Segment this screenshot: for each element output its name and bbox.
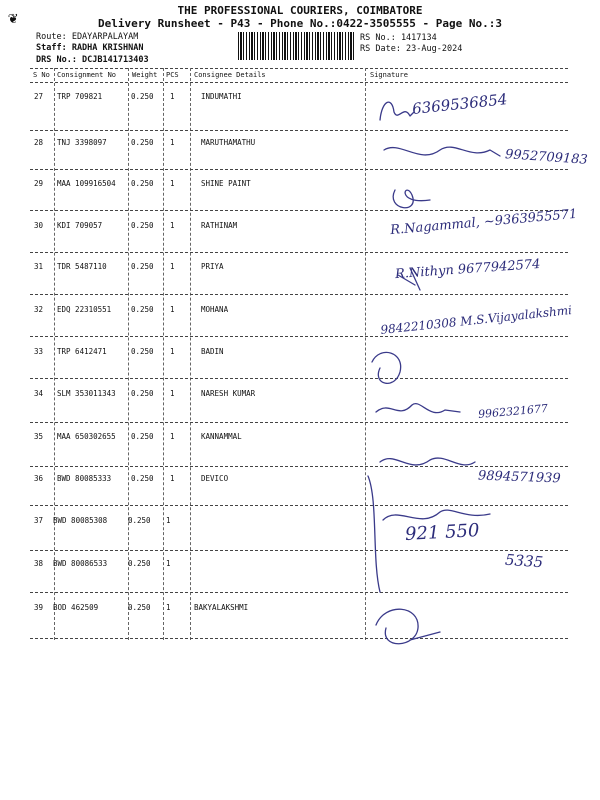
row-consignee: BADIN xyxy=(201,347,224,356)
row-sno: 39 xyxy=(34,603,44,612)
corner-mark-icon: ❦ xyxy=(8,8,18,27)
row-pcs: 1 xyxy=(170,305,175,314)
rs-number: RS No.: 1417134 xyxy=(360,33,437,43)
col-header-weight: Weight xyxy=(132,71,158,79)
company-title: THE PROFESSIONAL COURIERS, COIMBATORE xyxy=(177,4,423,17)
row-consignment: MAA 109916504 xyxy=(57,179,116,188)
row-consignee: NARESH KUMAR xyxy=(201,389,256,398)
row-sno: 37 xyxy=(34,516,44,525)
row-sno: 32 xyxy=(34,305,44,314)
signature-scribble xyxy=(384,147,500,156)
signature-scribble xyxy=(376,404,460,413)
col-header-pcs: PCS xyxy=(166,71,179,79)
row-consignment: BOD 462509 xyxy=(53,603,99,612)
rs-date: RS Date: 23-Aug-2024 xyxy=(360,44,463,54)
signature-text: 9894571939 xyxy=(477,468,561,487)
row-pcs: 1 xyxy=(170,432,175,441)
row-weight: 0.250 xyxy=(131,305,154,314)
col-header-sno: S No xyxy=(33,71,50,79)
row-consignee: INDUMATHI xyxy=(201,92,242,101)
col-header-consignment: Consignment No xyxy=(57,71,117,79)
row-consignment: SLM 353011343 xyxy=(57,389,116,398)
row-consignee: SHINE PAINT xyxy=(201,179,251,188)
row-pcs: 1 xyxy=(166,559,171,568)
row-consignment: TRP 6412471 xyxy=(57,347,107,356)
row-pcs: 1 xyxy=(170,138,175,147)
signature-text: 921 550 xyxy=(404,520,480,545)
row-sno: 30 xyxy=(34,221,44,230)
signature-text: 6369536854 xyxy=(411,90,509,118)
signature-scribble xyxy=(393,190,430,208)
row-sno: 29 xyxy=(34,179,44,188)
row-weight: 0.250 xyxy=(131,179,154,188)
row-consignee: MARUTHAMATHU xyxy=(201,138,256,147)
row-weight: 0.250 xyxy=(128,516,151,525)
signature-text: 9962321677 xyxy=(477,401,549,422)
signature-text: 5335 xyxy=(504,550,544,572)
row-sno: 33 xyxy=(34,347,44,356)
row-weight: 0.250 xyxy=(131,138,154,147)
row-weight: 0.250 xyxy=(128,559,151,568)
signature-text: R.Nithyn 9677942574 xyxy=(394,256,541,283)
row-weight: 0.250 xyxy=(131,389,154,398)
row-weight: 0.250 xyxy=(131,474,154,483)
row-consignment: TDR 5487110 xyxy=(57,262,107,271)
row-consignment: MAA 650302655 xyxy=(57,432,116,441)
row-weight: 0.250 xyxy=(131,262,154,271)
row-pcs: 1 xyxy=(170,347,175,356)
signature-text: R.Nagammal, ~9363955571 xyxy=(389,206,578,239)
col-header-signature: Signature xyxy=(370,71,408,79)
signature-scribble xyxy=(380,458,475,465)
row-consignment: BWD 80086533 xyxy=(53,559,108,568)
signature-scribble xyxy=(372,352,401,383)
row-weight: 0.250 xyxy=(131,221,154,230)
row-sno: 34 xyxy=(34,389,44,398)
row-consignment: BWD 80085308 xyxy=(53,516,108,525)
row-weight: 0.250 xyxy=(131,92,154,101)
signature-scribble xyxy=(376,609,440,644)
row-pcs: 1 xyxy=(170,221,175,230)
row-pcs: 1 xyxy=(170,179,175,188)
row-weight: 0.250 xyxy=(128,603,151,612)
staff-label: Staff: RADHA KRISHNAN xyxy=(36,43,144,53)
row-pcs: 1 xyxy=(170,92,175,101)
row-consignment: BWD 80085333 xyxy=(57,474,112,483)
runsheet-title: Delivery Runsheet - P43 - Phone No.:0422-3505555 - Page No.:3 xyxy=(98,17,502,30)
row-pcs: 1 xyxy=(166,603,171,612)
signature-scribble xyxy=(398,268,420,290)
route-label: Route: EDAYARPALAYAM xyxy=(36,32,139,42)
row-pcs: 1 xyxy=(170,474,175,483)
row-sno: 31 xyxy=(34,262,44,271)
row-sno: 28 xyxy=(34,138,44,147)
signature-scribble xyxy=(368,476,380,592)
row-consignment: EDQ 22310551 xyxy=(57,305,112,314)
row-consignment: KDI 709057 xyxy=(57,221,103,230)
row-pcs: 1 xyxy=(166,516,171,525)
row-consignee: BAKYALAKSHMI xyxy=(194,603,249,612)
row-consignee: RATHINAM xyxy=(201,221,238,230)
row-consignee: PRIYA xyxy=(201,262,224,271)
row-sno: 35 xyxy=(34,432,44,441)
row-sno: 38 xyxy=(34,559,44,568)
row-consignee: MOHANA xyxy=(201,305,229,314)
row-pcs: 1 xyxy=(170,262,175,271)
row-weight: 0.250 xyxy=(131,432,154,441)
row-consignee: KANNAMMAL xyxy=(201,432,242,441)
row-consignee: DEVICO xyxy=(201,474,229,483)
row-sno: 36 xyxy=(34,474,44,483)
drs-label: DRS No.: DCJB141713403 xyxy=(36,55,149,65)
signature-text: 9952709183 xyxy=(504,147,589,168)
row-weight: 0.250 xyxy=(131,347,154,356)
row-consignment: TRP 709821 xyxy=(57,92,103,101)
col-header-consignee: Consignee Details xyxy=(194,71,266,79)
row-consignment: TNJ 3398097 xyxy=(57,138,107,147)
signature-scribble xyxy=(380,102,414,120)
signature-text: 9842210308 M.S.Vijayalakshmi xyxy=(379,302,573,338)
row-sno: 27 xyxy=(34,92,44,101)
signature-scribble xyxy=(383,510,490,520)
row-pcs: 1 xyxy=(170,389,175,398)
